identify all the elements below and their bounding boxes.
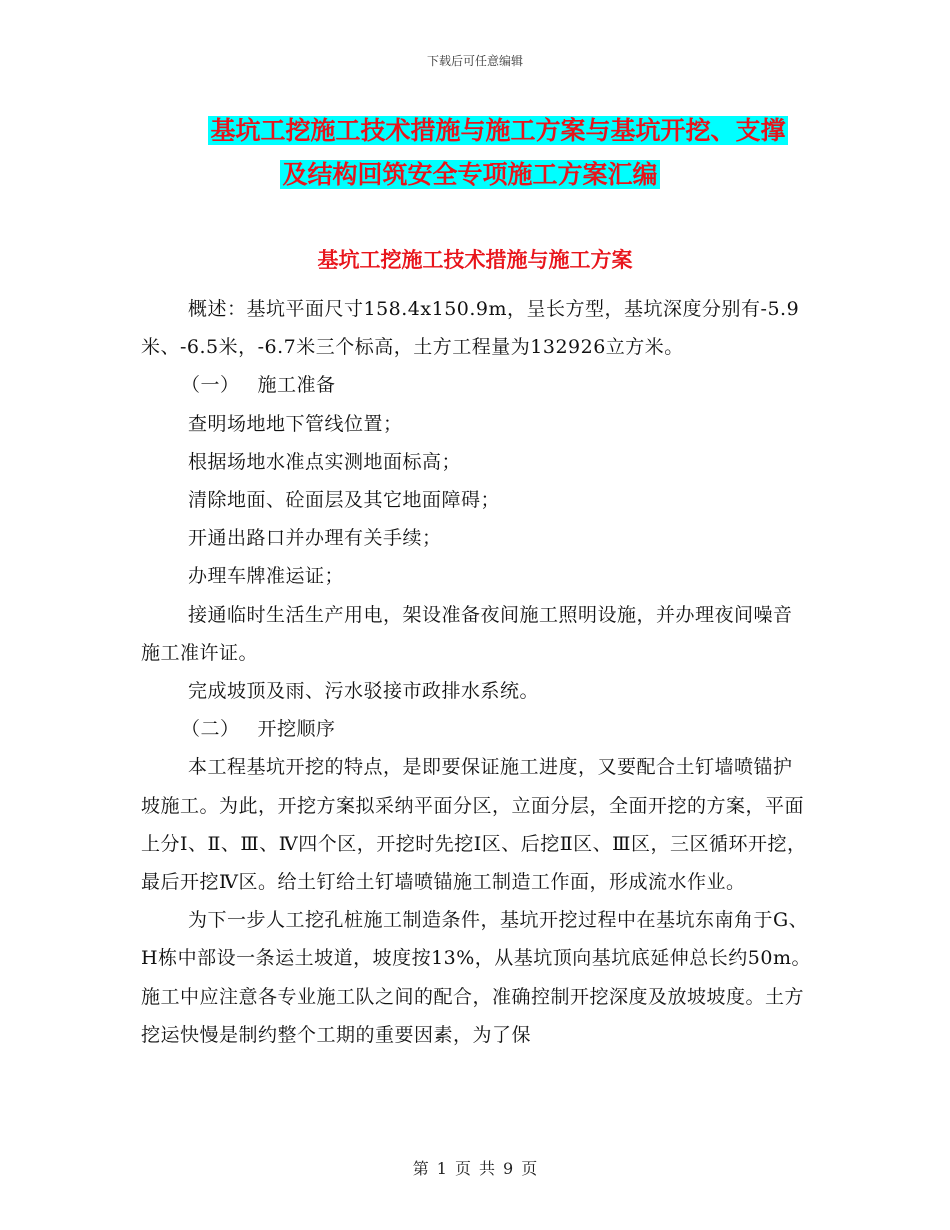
section-heading-2 xyxy=(141,710,811,748)
footer-prefix: 第 xyxy=(412,1159,429,1178)
list-item: 接通临时生活生产用电，架设准备夜间施工照明设施，并办理夜间噪音施工准许证。 xyxy=(141,603,793,664)
footer-suffix: 页 xyxy=(521,1159,538,1178)
document-body xyxy=(141,290,811,1054)
list-item: 查明场地地下管线位置； xyxy=(188,412,403,435)
main-title-line-2-text: 及结构回筑安全专项施工方案汇编 xyxy=(282,160,658,189)
section-2-number: （二） xyxy=(181,718,240,741)
paragraph-excavation-order: 本工程基坑开挖的特点，是即要保证施工进度，又要配合土钉墙喷锚护坡施工。为此，开挖方案拟采纳平面分区，立面分层，全面开挖的方案，平面上分Ⅰ、Ⅱ、Ⅲ、Ⅳ四个区，开挖时先挖Ⅰ区、后挖Ⅱ区、Ⅲ区，三区循环开挖，最后开挖Ⅳ区。给土钉给土钉墙喷锚施工制造工作面，形成流水作业。 xyxy=(141,756,807,894)
list-item: 开通出路口并办理有关手续； xyxy=(188,527,442,550)
footer-page-number: 1 xyxy=(436,1159,447,1178)
section-heading-1 xyxy=(141,366,811,404)
main-title-line-1 xyxy=(0,110,950,152)
list-item: 清除地面、砼面层及其它地面障碍； xyxy=(188,489,501,512)
section-2-title: 开挖顺序 xyxy=(257,718,336,741)
footer-mid1: 页 xyxy=(454,1159,471,1178)
section-1-title: 施工准备 xyxy=(257,374,336,397)
footer-mid2: 共 xyxy=(479,1159,496,1178)
section-title: 基坑工挖施工技术措施与施工方案 xyxy=(317,247,633,272)
footer-total-pages: 9 xyxy=(503,1159,514,1178)
page-footer xyxy=(0,1156,950,1179)
page-header: 下载后可任意编辑 xyxy=(426,54,523,68)
main-title-line-1-text: 基坑工挖施工技术措施与施工方案与基坑开挖、支撑 xyxy=(210,116,786,145)
list-item: 根据场地水准点实测地面标高； xyxy=(188,450,462,473)
main-title-line-2 xyxy=(0,154,950,196)
paragraph-overview: 概述：基坑平面尺寸158.4x150.9m，呈长方型，基坑深度分别有-5.9米、-6.5米，-6.7米三个标高，土方工程量为132926立方米。 xyxy=(141,298,800,359)
section-1-number: （一） xyxy=(181,374,240,397)
list-item: 办理车牌准运证； xyxy=(188,565,345,588)
list-item: 完成坡顶及雨、污水驳接市政排水系统。 xyxy=(188,680,540,703)
paragraph-ramp: 为下一步人工挖孔桩施工制造条件，基坑开挖过程中在基坑东南角于G、H栋中部设一条运土坡道，坡度按13%，从基坑顶向基坑底延伸总长约50m。施工中应注意各专业施工队之间的配合，准确控制开挖深度及放坡坡度。土方挖运快慢是制约整个工期的重要因素，为了保 xyxy=(141,909,811,1046)
